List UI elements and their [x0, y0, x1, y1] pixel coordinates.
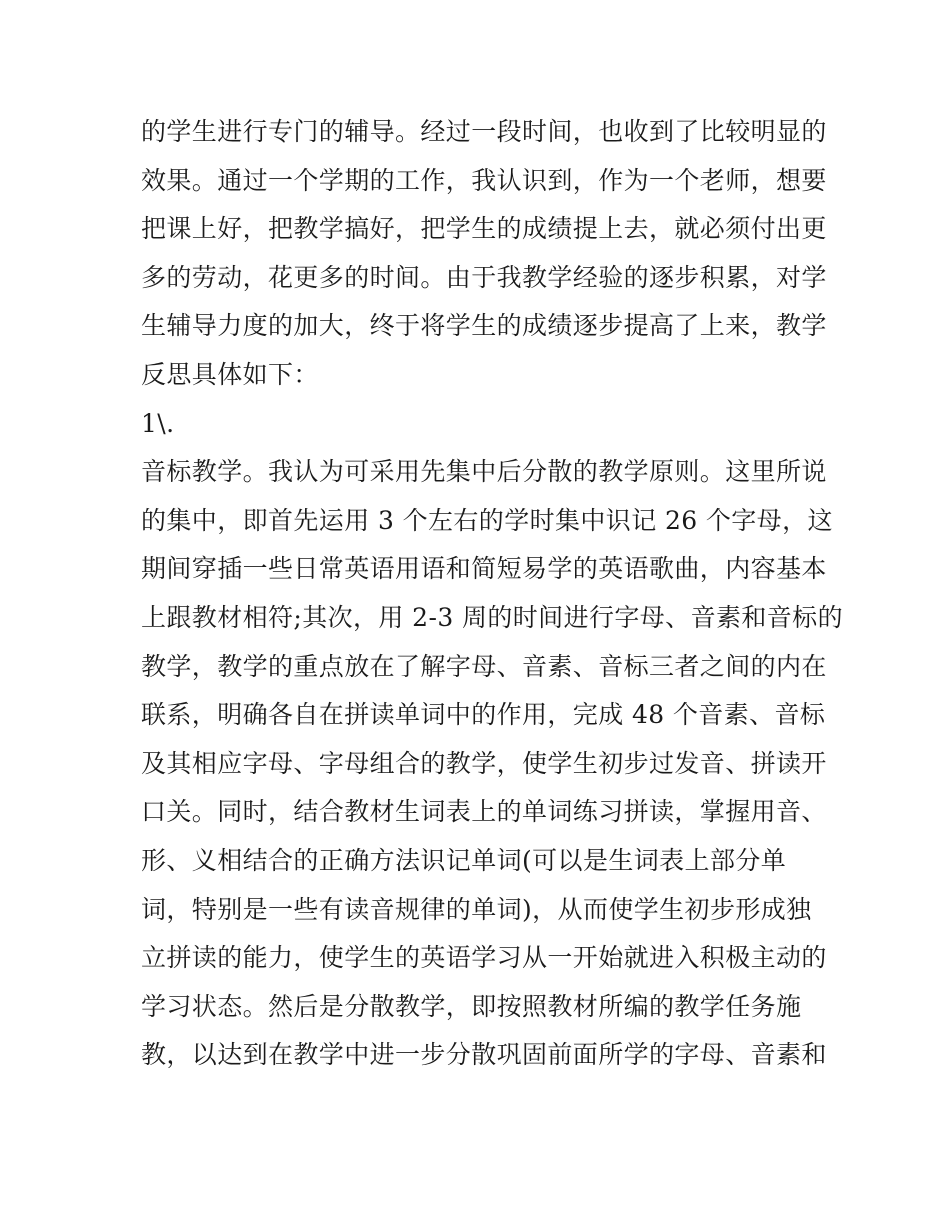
text-line-2: 效果。通过一个学期的工作，我认识到，作为一个老师，想要 — [141, 165, 827, 195]
text-line-5: 生辅导力度的加大，终于将学生的成绩逐步提高了上来，教学 — [141, 311, 827, 341]
list-number: 1\. — [141, 408, 175, 438]
text-line-3: 把课上好，把教学搞好，把学生的成绩提上去，就必须付出更 — [141, 214, 827, 244]
text-line-13: 联系，明确各自在拼读单词中的作用，完成 48 个音素、音标 — [141, 700, 826, 730]
text-line-20: 教，以达到在教学中进一步分散巩固前面所学的字母、音素和 — [141, 1040, 827, 1070]
text-line-8: 音标教学。我认为可采用先集中后分散的教学原则。这里所说 — [141, 457, 827, 487]
text-line-1: 的学生进行专门的辅导。经过一段时间，也收到了比较明显的 — [141, 117, 827, 146]
text-line-15: 口关。同时，结合教材生词表上的单词练习拼读，掌握用音、 — [141, 797, 827, 827]
text-line-19: 学习状态。然后是分散教学，即按照教材所编的教学任务施 — [141, 991, 802, 1021]
text-line-10: 期间穿插一些日常英语用语和简短易学的英语歌曲，内容基本 — [141, 554, 827, 584]
text-line-12: 教学，教学的重点放在了解字母、音素、音标三者之间的内在 — [141, 651, 827, 681]
text-line-18: 立拼读的能力，使学生的英语学习从一开始就进入积极主动的 — [141, 943, 827, 973]
text-line-9: 的集中，即首先运用 3 个左右的学时集中识记 26 个字母，这 — [141, 505, 833, 535]
text-line-14: 及其相应字母、字母组合的教学，使学生初步过发音、拼读开 — [141, 748, 827, 778]
text-line-17: 词，特别是一些有读音规律的单词)，从而使学生初步形成独 — [141, 894, 812, 924]
text-line-4: 多的劳动，花更多的时间。由于我教学经验的逐步积累，对学 — [141, 262, 827, 292]
document-body — [141, 108, 843, 1080]
text-line-6: 反思具体如下： — [141, 359, 319, 389]
text-line-11: 上跟教材相符;其次，用 2-3 周的时间进行字母、音素和音标的 — [141, 602, 843, 632]
text-line-16: 形、义相结合的正确方法识记单词(可以是生词表上部分单 — [141, 845, 787, 875]
